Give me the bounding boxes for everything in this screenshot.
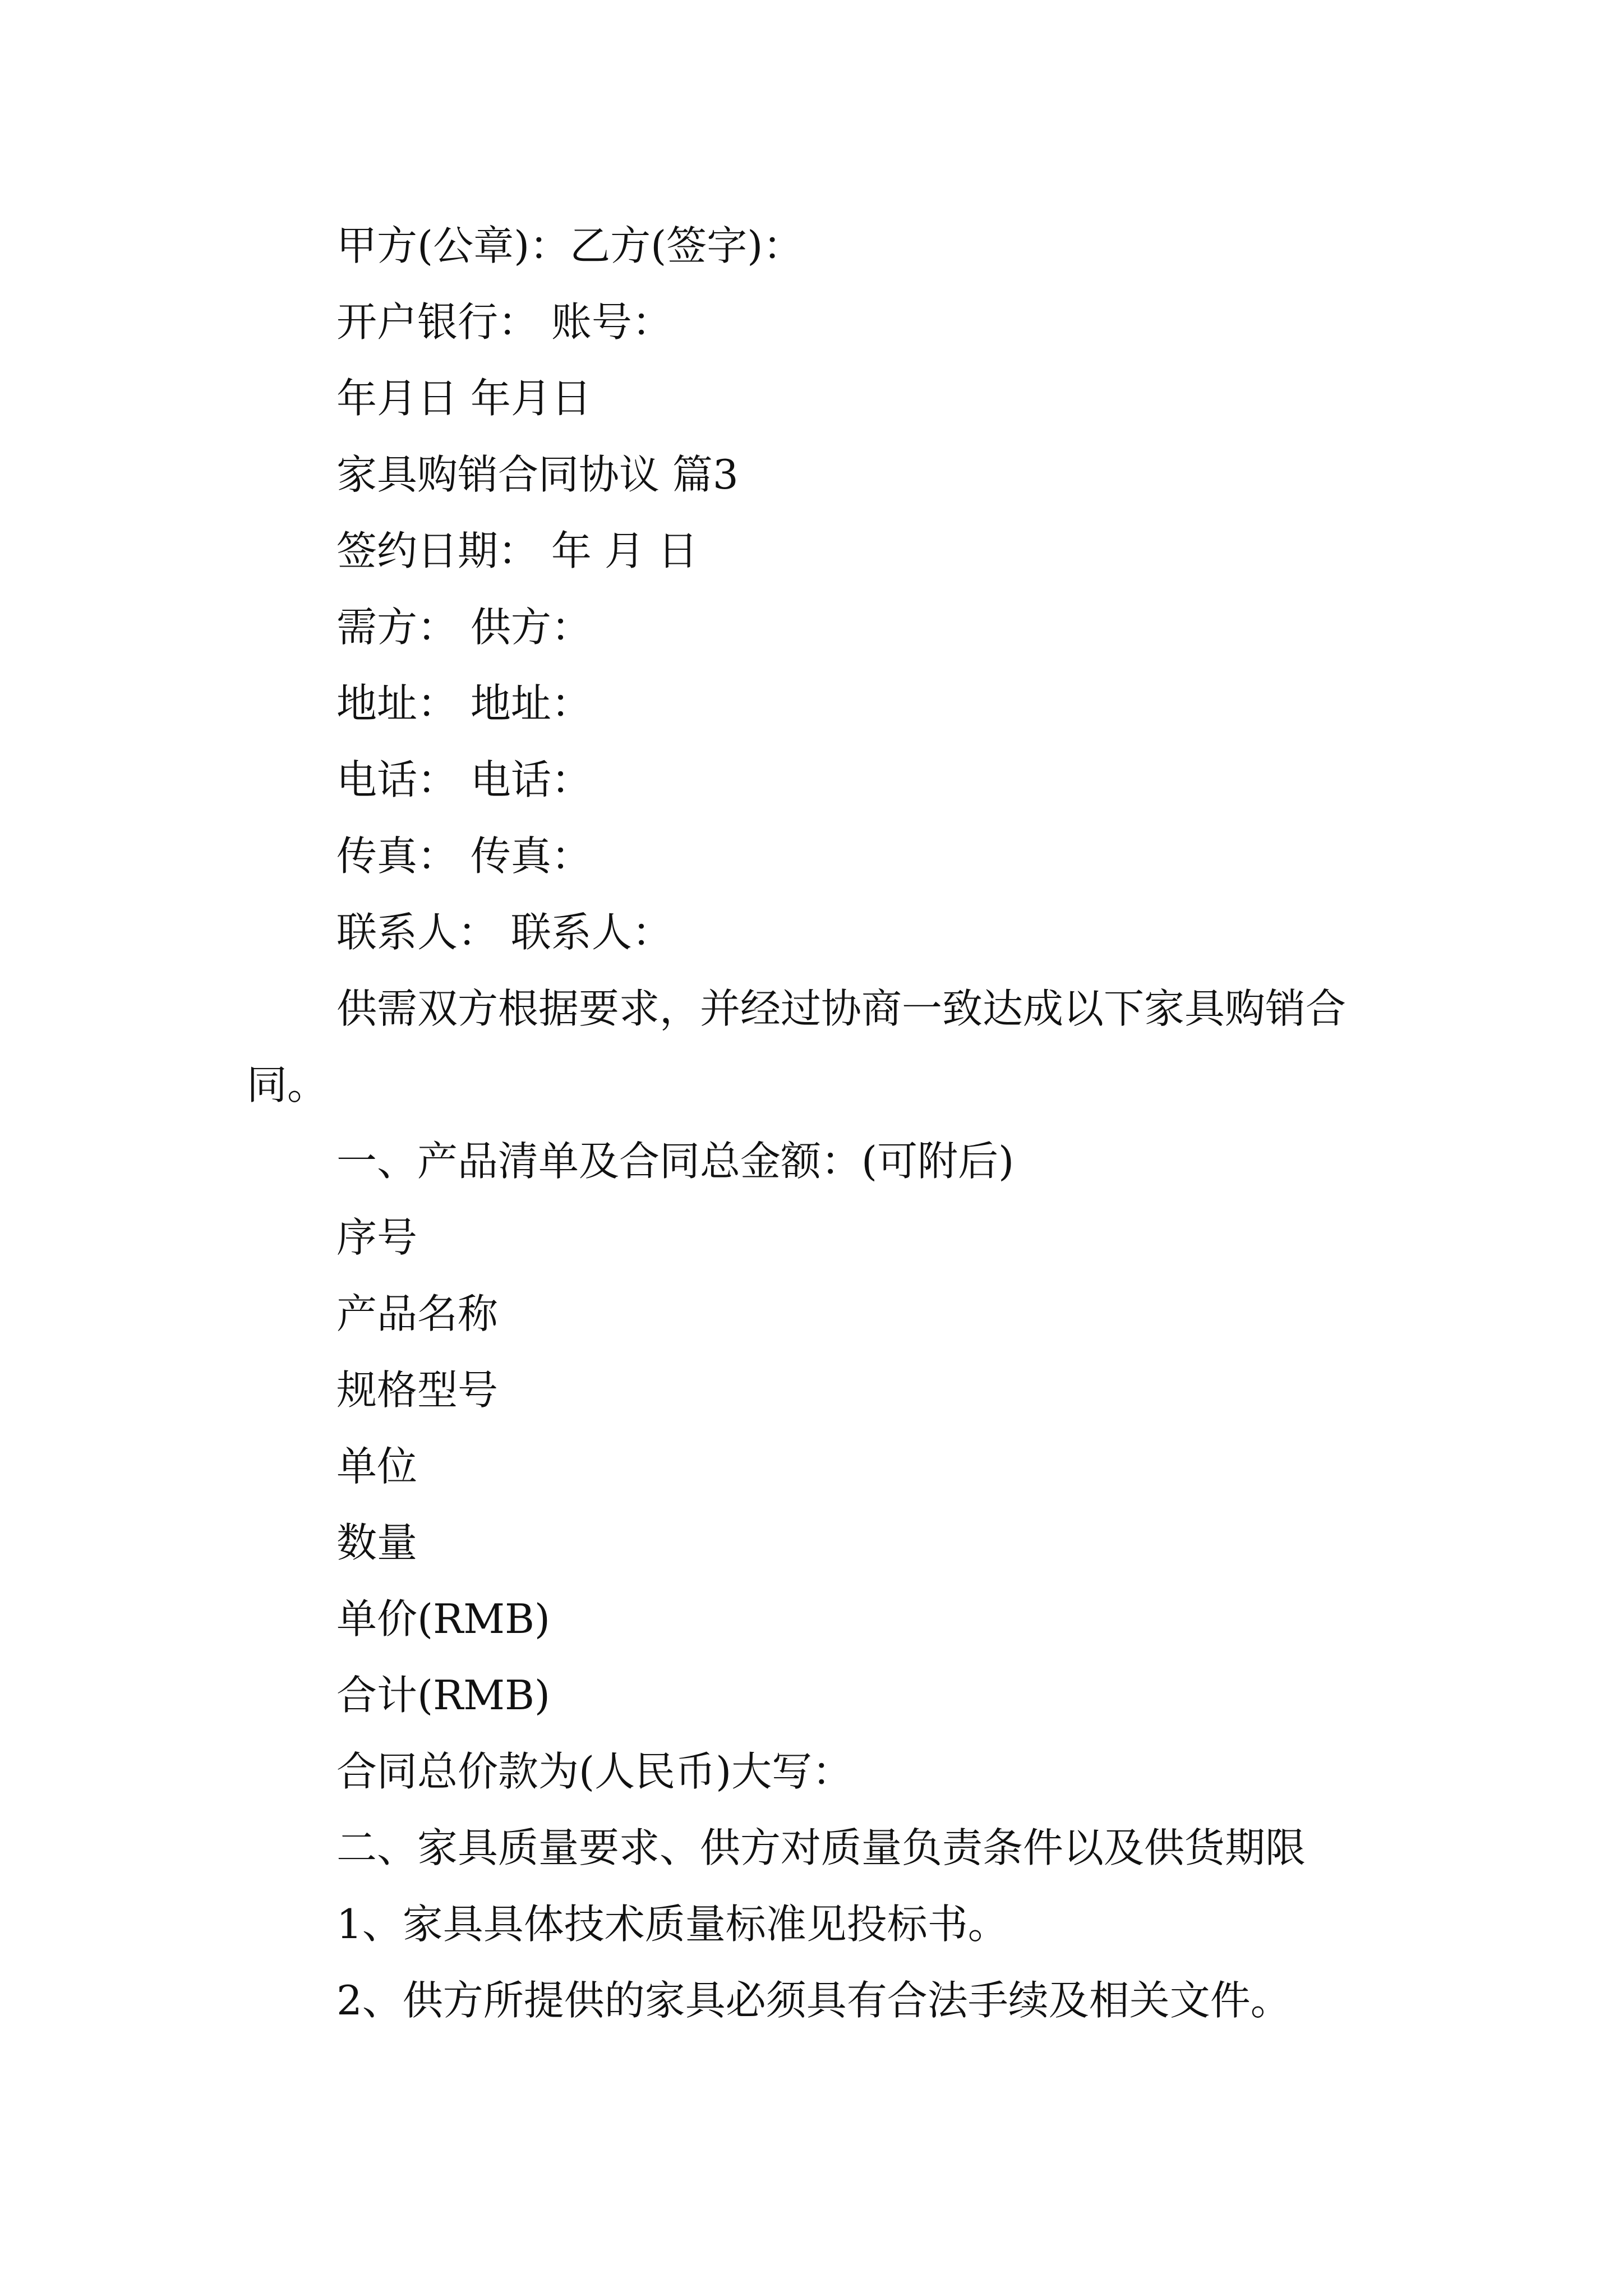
field-unit-price: 单价(RMB) bbox=[336, 1595, 551, 1642]
section-title: 家具购销合同协议 篇3 bbox=[336, 451, 739, 498]
buyer-supplier-line: 需方： 供方： bbox=[336, 604, 592, 651]
field-quantity: 数量 bbox=[336, 1519, 418, 1566]
quality-section-heading: 二、家具质量要求、供方对质量负责条件以及供货期限 bbox=[336, 1824, 1306, 1871]
bank-account-line: 开户银行： 账号： bbox=[336, 298, 672, 346]
document-body bbox=[247, 208, 1385, 2039]
agreement-intro-paragraph: 供需双方根据要求，并经过协商一致达成以下家具购销合同。 bbox=[247, 985, 1347, 1108]
total-amount-line: 合同总价款为(人民币)大写： bbox=[336, 1748, 853, 1795]
signing-date-line: 签约日期： 年 月 日 bbox=[336, 527, 698, 574]
field-product-name: 产品名称 bbox=[336, 1290, 499, 1337]
phone-line: 电话： 电话： bbox=[336, 756, 592, 803]
contact-line: 联系人： 联系人： bbox=[336, 909, 672, 956]
field-subtotal: 合计(RMB) bbox=[336, 1672, 551, 1719]
product-list-heading: 一、产品清单及合同总金额：(可附后) bbox=[336, 1138, 1015, 1185]
address-line: 地址： 地址： bbox=[336, 680, 592, 727]
party-signature-line: 甲方(公章)：乙方(签字)： bbox=[336, 222, 804, 269]
quality-clause-2: 2、供方所提供的家具必须具有合法手续及相关文件。 bbox=[336, 1977, 1291, 2024]
field-serial-number: 序号 bbox=[336, 1214, 418, 1261]
fax-line: 传真： 传真： bbox=[336, 832, 592, 880]
date-line: 年月日 年月日 bbox=[336, 375, 592, 422]
field-unit: 单位 bbox=[336, 1443, 418, 1490]
field-model: 规格型号 bbox=[336, 1366, 499, 1414]
quality-clause-1: 1、家具具体技术质量标准见投标书。 bbox=[336, 1901, 1008, 1948]
